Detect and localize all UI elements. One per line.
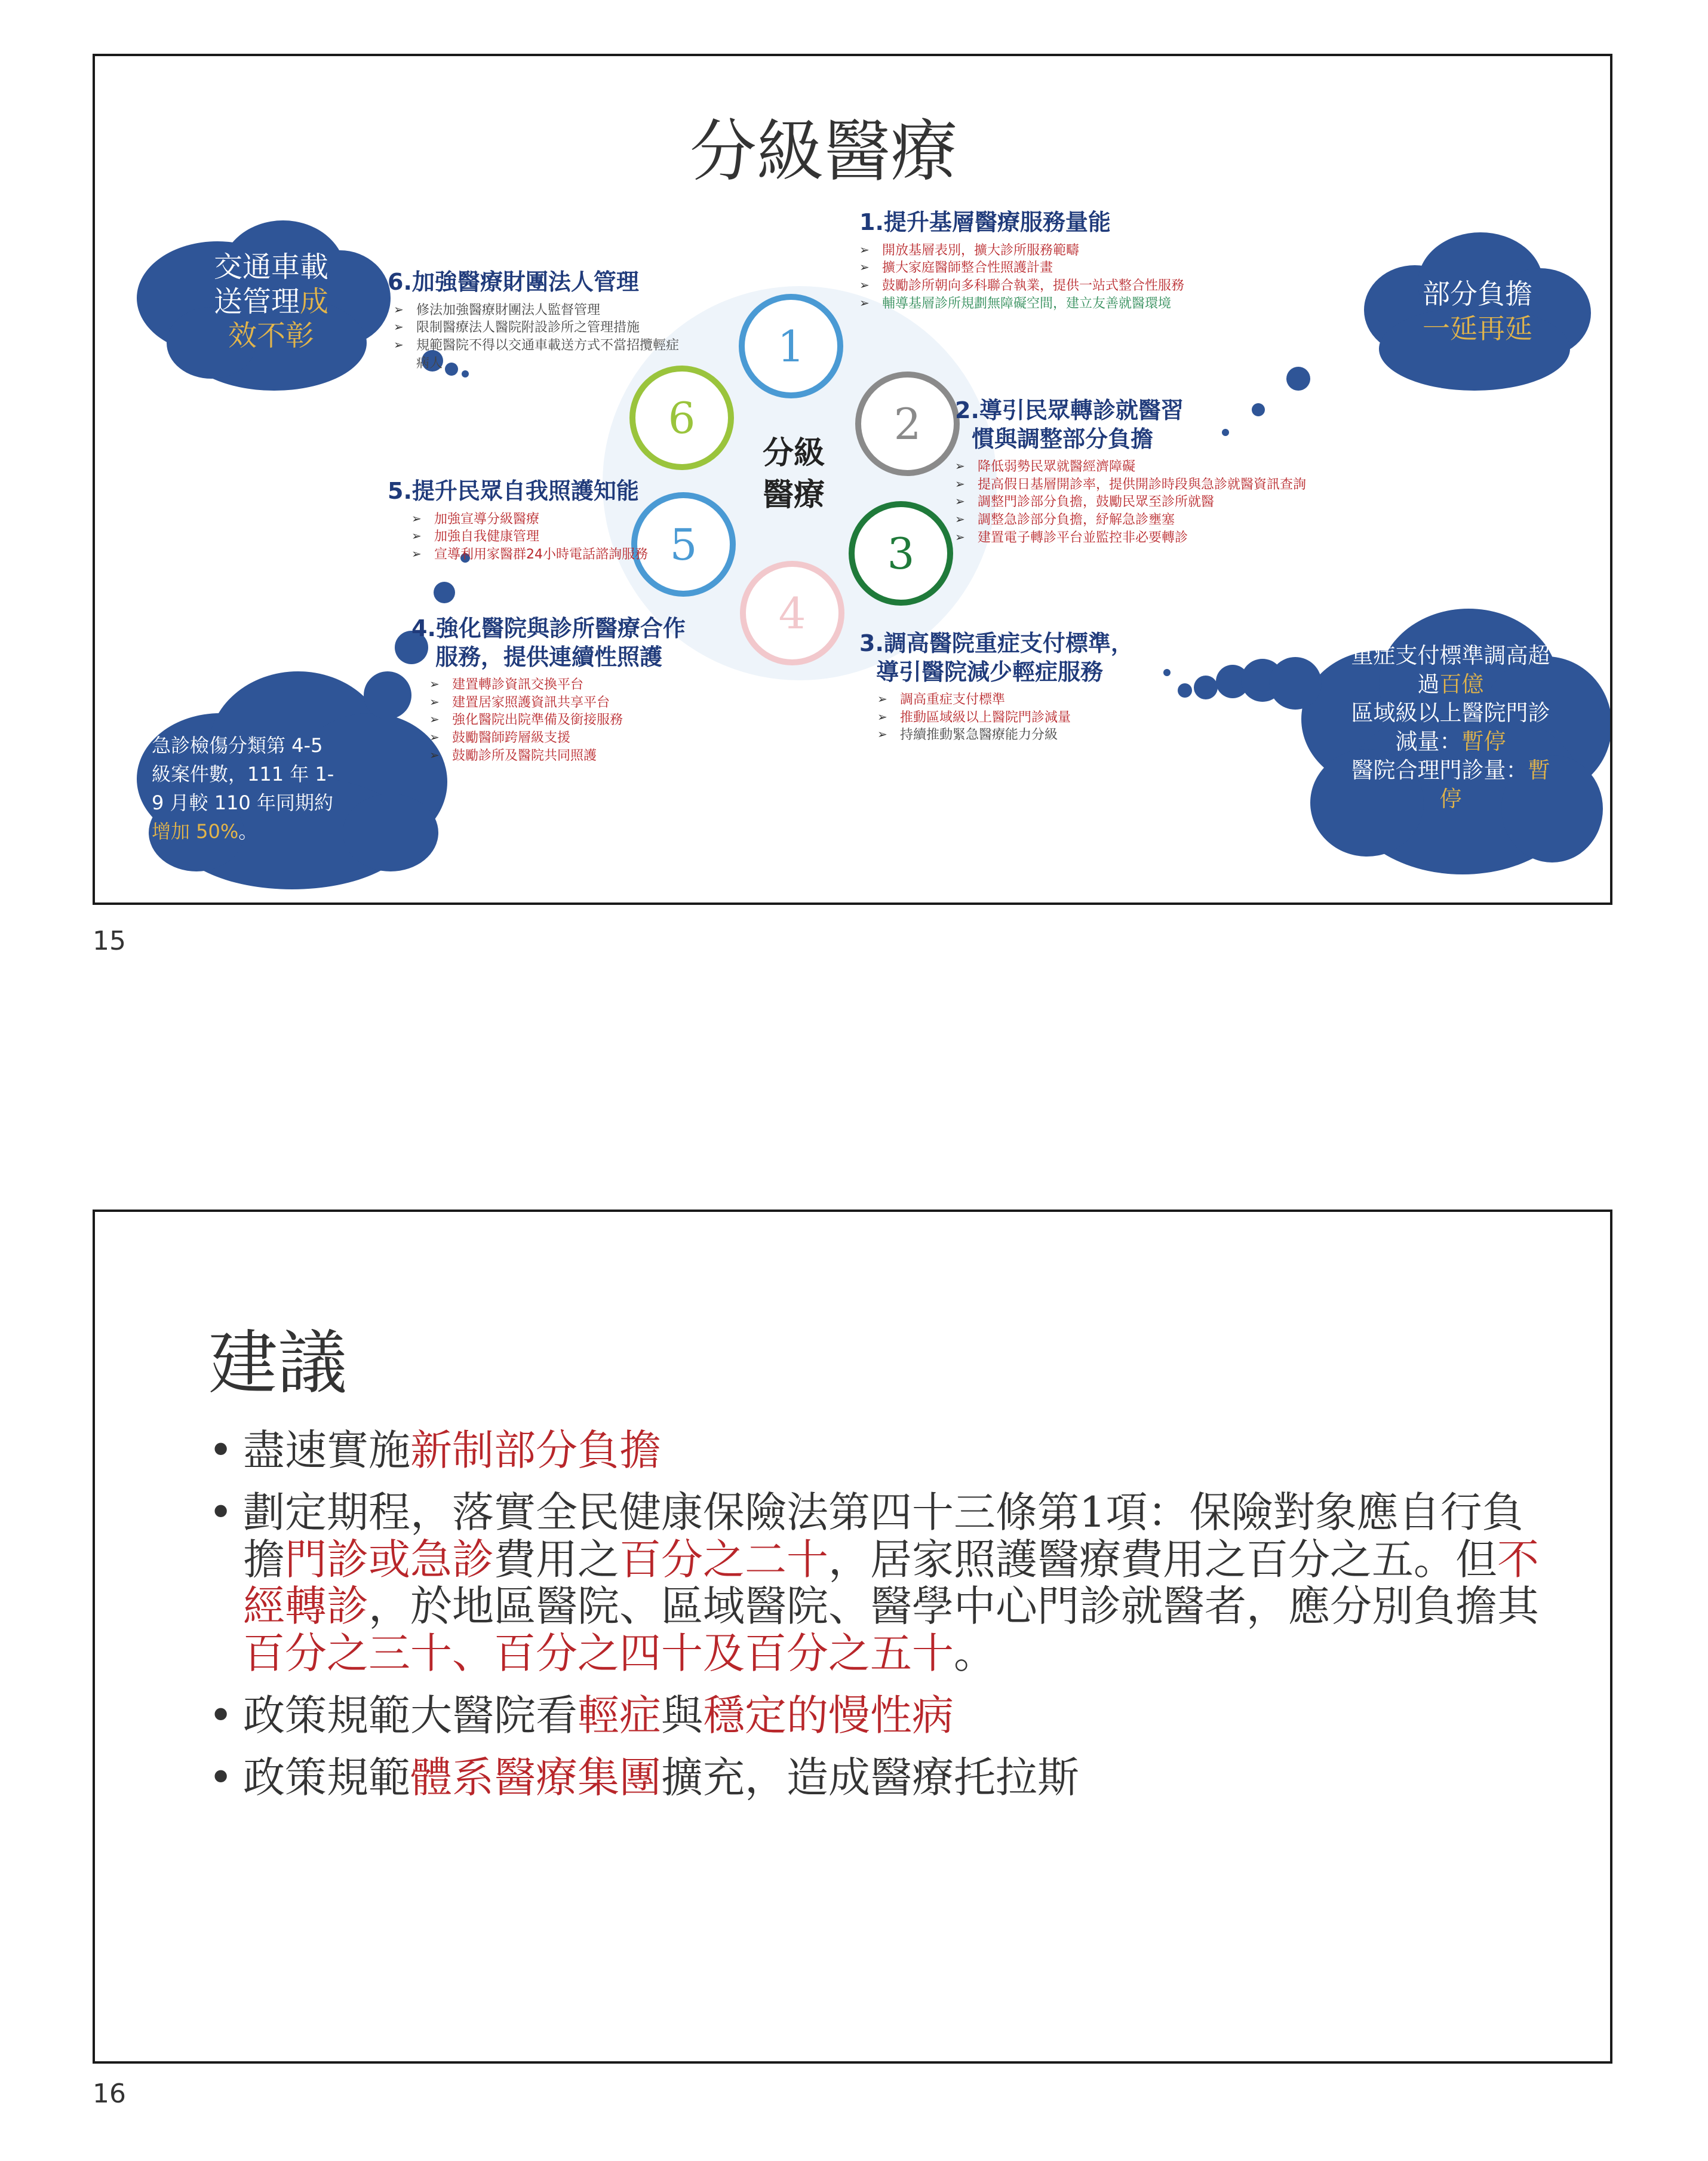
ring-4: 4 xyxy=(740,561,844,665)
cloud-bottom-left-text: 急診檢傷分類第 4-5 級案件數，111 年 1- 9 月較 110 年同期約 增加 50%。 xyxy=(152,734,334,843)
ring-2: 2 xyxy=(855,372,960,476)
bullet: ➢ 修法加強醫療財團法人監督管理 xyxy=(394,302,680,320)
item-2 xyxy=(955,397,1313,547)
ring-3: 3 xyxy=(849,501,953,606)
slide-title: 分級醫療 xyxy=(690,113,957,191)
bullet: ➢ 宣導利用家醫群24小時電話諮詢服務 xyxy=(411,546,674,564)
recommendation-item: • 劃定期程，落實全民健康保險法第四十三條第1項：保險對象應自行負擔門診或急診費用之百分之二十，居家照護醫療費用之百分之五。但不經轉診，於地區醫院、區域醫院、醫學中心門診就醫者，應分別負擔其百分之三十、百分之四十及百分之五十。 xyxy=(208,1488,1539,1678)
item-3 xyxy=(859,630,1194,744)
bullet: ➢ 擴大家庭醫師整合性照護計畫 xyxy=(859,259,1277,277)
page-number-16: 16 xyxy=(93,2079,126,2109)
bullet: ➢ 限制醫療法人醫院附設診所之管理措施 xyxy=(394,319,680,337)
item-3-bullets xyxy=(859,691,1194,744)
bullet-dot: • xyxy=(208,1753,234,1803)
bullet: ➢ 推動區域級以上醫院門診減量 xyxy=(877,709,1194,727)
cloud-bottom-right-text: 重症支付標準調高超 過百億 區域級以上醫院門診 減量：暫停 醫院合理門診量：暫 停 xyxy=(1351,643,1550,812)
item-4-bullets xyxy=(411,676,782,765)
recommendation-item: • 盡速實施新制部分負擔 xyxy=(208,1426,661,1475)
item-3-heading: 3.調高醫院重症支付標準， 導引醫院減少輕症服務 xyxy=(859,630,1133,685)
bullet: ➢ 鼓勵診所朝向多科聯合執業，提供一站式整合性服務 xyxy=(859,277,1277,295)
slide-title: 建議 xyxy=(208,1323,347,1404)
bullet: ➢ 建置居家照護資訊共享平台 xyxy=(429,694,782,712)
item-1-bullets xyxy=(859,242,1277,313)
slide-recommendations xyxy=(93,1210,1612,2064)
bullet: ➢ 輔導基層診所規劃無障礙空間，建立友善就醫環境 xyxy=(859,295,1277,313)
bullet: ➢ 開放基層表別，擴大診所服務範疇 xyxy=(859,242,1277,260)
bullet-dot: • xyxy=(208,1690,234,1740)
bullet-dot: • xyxy=(208,1426,234,1475)
ring-6: 6 xyxy=(629,366,734,470)
item-6-heading: 6.加強醫療財團法人管理 xyxy=(388,269,639,295)
item-2-bullets xyxy=(955,458,1313,547)
recommendation-item: • 政策規範體系醫療集團擴充，造成醫療托拉斯 xyxy=(208,1753,1079,1803)
cloud-top-right-text: 部分負擔 一延再延 xyxy=(1423,278,1532,345)
bullet: ➢ 降低弱勢民眾就醫經濟障礙 xyxy=(955,458,1313,476)
item-5 xyxy=(388,477,674,564)
slide-tiered-healthcare xyxy=(93,54,1612,905)
bullet: ➢ 加強自我健康管理 xyxy=(411,528,674,546)
item-5-heading: 5.提升民眾自我照護知能 xyxy=(388,478,639,504)
item-6-bullets xyxy=(388,302,680,373)
bullet: ➢ 規範醫院不得以交通車載送方式不當招攬輕症病人 xyxy=(394,337,680,372)
center-label: 分級 醫療 xyxy=(762,435,825,514)
bullet: ➢ 調高重症支付標準 xyxy=(877,691,1194,709)
bullet: ➢ 調整急診部分負擔，紓解急診壅塞 xyxy=(955,511,1313,529)
bullet: ➢ 鼓勵醫師跨層級支援 xyxy=(429,729,782,747)
item-1-heading: 1.提升基層醫療服務量能 xyxy=(859,209,1111,235)
bullet: ➢ 建置轉診資訊交換平台 xyxy=(429,676,782,694)
bullet: ➢ 強化醫院出院準備及銜接服務 xyxy=(429,711,782,729)
recommendation-list xyxy=(208,1427,1558,1817)
bullet: ➢ 鼓勵診所及醫院共同照護 xyxy=(429,747,782,765)
bullet-dot: • xyxy=(208,1488,234,1537)
ring-5: 5 xyxy=(631,492,736,597)
bullet: ➢ 提高假日基層開診率，提供開診時段與急診就醫資訊查詢 xyxy=(955,476,1313,494)
item-4 xyxy=(411,615,782,765)
recommendation-item: • 政策規範大醫院看輕症與穩定的慢性病 xyxy=(208,1690,954,1740)
cloud-top-left-text: 交通車載 送管理成 效不彰 xyxy=(213,250,329,353)
item-5-bullets xyxy=(388,511,674,564)
page-number-15: 15 xyxy=(93,926,126,956)
bullet: ➢ 加強宣導分級醫療 xyxy=(411,511,674,529)
item-6 xyxy=(388,268,680,372)
item-2-heading: 2.導引民眾轉診就醫習 慣與調整部分負擔 xyxy=(955,397,1184,452)
bullet: ➢ 持續推動緊急醫療能力分級 xyxy=(877,726,1194,744)
item-4-heading: 4.強化醫院與診所醫療合作 服務，提供連續性照護 xyxy=(411,615,686,670)
ring-1: 1 xyxy=(739,294,843,398)
item-1 xyxy=(859,208,1277,312)
bullet: ➢ 建置電子轉診平台並監控非必要轉診 xyxy=(955,529,1313,547)
bullet: ➢ 調整門診部分負擔，鼓勵民眾至診所就醫 xyxy=(955,493,1313,511)
